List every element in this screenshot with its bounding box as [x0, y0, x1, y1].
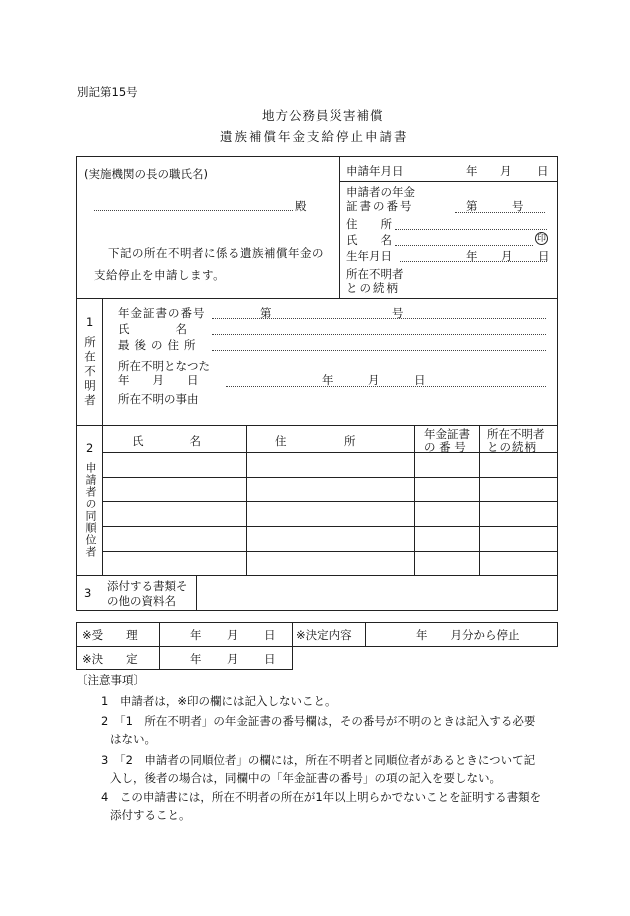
seal-mark: 印 [536, 234, 546, 244]
s1-missing-since-label-1: 所在不明となつた [118, 359, 210, 373]
request-line-2: 支給停止を申請します。 [94, 268, 226, 282]
s2-col-name: 氏 名 [132, 434, 201, 448]
s1-cert-label: 年金証書の番号 [118, 306, 206, 320]
table-row[interactable] [103, 527, 246, 551]
s1-last-address-label: 最後の住所 [118, 338, 201, 352]
section1-vertical-label: 所在不明者 [83, 336, 97, 409]
s1-cert-field[interactable] [212, 318, 546, 319]
section2-number: 2 [86, 441, 94, 455]
s1-last-address-field[interactable] [212, 350, 546, 351]
decision-label: ※決 定 [82, 652, 138, 666]
note-1: 1 申請者は，※印の欄には記入しないこと。 [101, 694, 337, 708]
stop-text: 年 月分から停止 [416, 628, 520, 642]
note-2-line-2: はない。 [110, 732, 156, 746]
request-line-1: 下記の所在不明者に係る遺族補償年金の [108, 246, 324, 260]
table-row[interactable] [103, 453, 246, 477]
note-3-line-1: 3 「2 申請者の同順位者」の欄には，所在不明者と同順位者があるときについて記 [101, 753, 536, 767]
address-field[interactable] [395, 229, 547, 230]
address-label: 住 所 [346, 217, 392, 231]
name-label: 氏 名 [346, 233, 392, 247]
section3-number: 3 [84, 586, 92, 600]
received-label: ※受 理 [82, 628, 138, 642]
form-number: 別記第15号 [77, 85, 138, 99]
section1-number: 1 [86, 315, 94, 329]
table-row[interactable] [103, 552, 246, 575]
applicant-cert-field[interactable] [455, 212, 545, 213]
applicant-cert-label-1: 申請者の年金 [346, 185, 415, 199]
s2-col-cert-1: 年金証書 [424, 427, 470, 441]
birth-date-label: 生年月日 [346, 249, 392, 263]
agency-label: (実施機関の長の職氏名) [84, 167, 208, 181]
s3-label-2: の他の資料名 [107, 594, 176, 608]
s1-name-label: 氏 名 [118, 322, 187, 336]
relation-label-2: との続柄 [346, 281, 400, 295]
note-2-line-1: 2 「1 所在不明者」の年金証書の番号欄は，その番号が不明のときは記入する必要 [101, 714, 536, 728]
s1-missing-date-field[interactable] [226, 386, 546, 387]
s2-col-relation-1: 所在不明者 [487, 427, 545, 441]
application-date-label: 申請年月日 [346, 164, 404, 178]
s2-col-address: 住 所 [275, 434, 356, 448]
attachments-field[interactable] [197, 576, 557, 610]
dono: 殿 [295, 199, 307, 213]
section2-vertical-label: 申請者の同順位者 [84, 462, 97, 558]
s1-reason-label: 所在不明の事由 [118, 392, 199, 406]
s2-col-cert-2: の 番 号 [424, 440, 466, 454]
notes-heading: 〔注意事項〕 [76, 673, 145, 687]
s2-col-relation-2: との続柄 [487, 440, 537, 454]
title-line-2: 遺族補償年金支給停止申請書 [220, 129, 409, 144]
note-4-line-2: 添付すること。 [110, 808, 191, 822]
table-row[interactable] [103, 478, 246, 501]
s3-label-1: 添付する書類そ [107, 579, 188, 593]
note-4-line-1: 4 この申請書には，所在不明者の所在が1年以上明らかでないことを証明する書類を [101, 790, 542, 804]
title-line-1: 地方公務員災害補償 [262, 108, 384, 123]
s1-name-field[interactable] [212, 334, 546, 335]
relation-label-1: 所在不明者 [346, 267, 404, 281]
table-row[interactable] [103, 502, 246, 526]
decision-content-label: ※決定内容 [296, 628, 352, 642]
agency-field[interactable] [94, 210, 293, 211]
name-field[interactable] [395, 245, 533, 246]
note-3-line-2: 入し，後者の場合は，同欄中の「年金証書の番号」の項の記入を要しない。 [110, 771, 501, 785]
s1-missing-since-label-2: 年 月 日 [118, 373, 199, 387]
applicant-cert-label-2: 証書の番号 [346, 199, 414, 213]
